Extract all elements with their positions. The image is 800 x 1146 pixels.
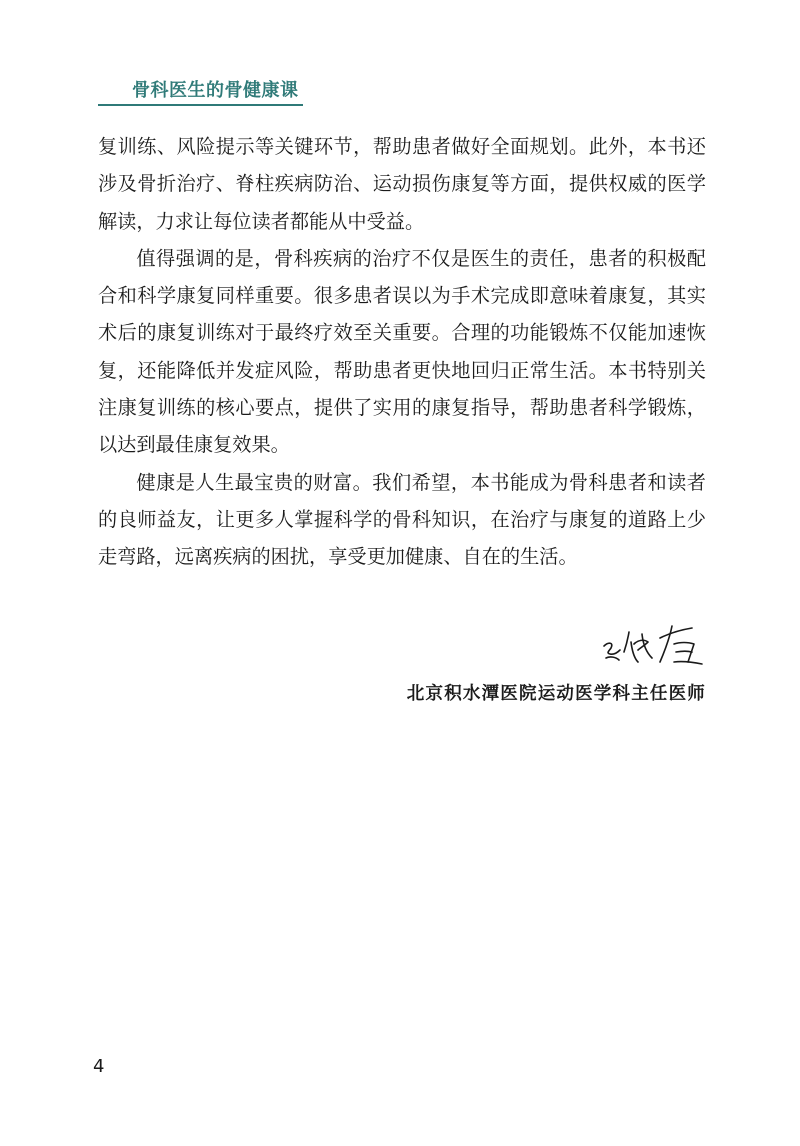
page-number: 4 <box>93 1056 105 1077</box>
author-title: 北京积水潭医院运动医学科主任医师 <box>406 684 706 704</box>
paragraph-1: 复训练、风险提示等关键环节，帮助患者做好全面规划。此外，本书还涉及骨折治疗、脊柱疾病防治、运动损伤康复等方面，提供权威的医学解读，力求让每位读者都能从中受益。 <box>98 135 706 233</box>
paragraph-3: 健康是人生最宝贵的财富。我们希望，本书能成为骨科患者和读者的良师益友，让更多人掌握科学的骨科知识，在治疗与康复的道路上少走弯路，远离疾病的困扰，享受更加健康、自在的生活。 <box>98 470 706 569</box>
paragraph-2: 值得强调的是，骨科疾病的治疗不仅是医生的责任，患者的积极配合和科学康复同样重要。很多患者误以为手术完成即意味着康复，其实术后的康复训练对于最终疗效至关重要。合理的功能锻炼不仅能加速恢复，还能降低并发症风险，帮助患者更快地回归正常生活。本书特别关注康复训练的核心要点，提供了实用的康复指导，帮助患者科学锻炼，以达到最佳康复效果。 <box>98 246 706 457</box>
body-text <box>98 128 706 576</box>
header-rule <box>98 104 303 106</box>
handwritten-signature <box>598 622 708 670</box>
running-header <box>98 74 303 108</box>
book-title: 骨科医生的骨健康课 <box>132 80 299 101</box>
